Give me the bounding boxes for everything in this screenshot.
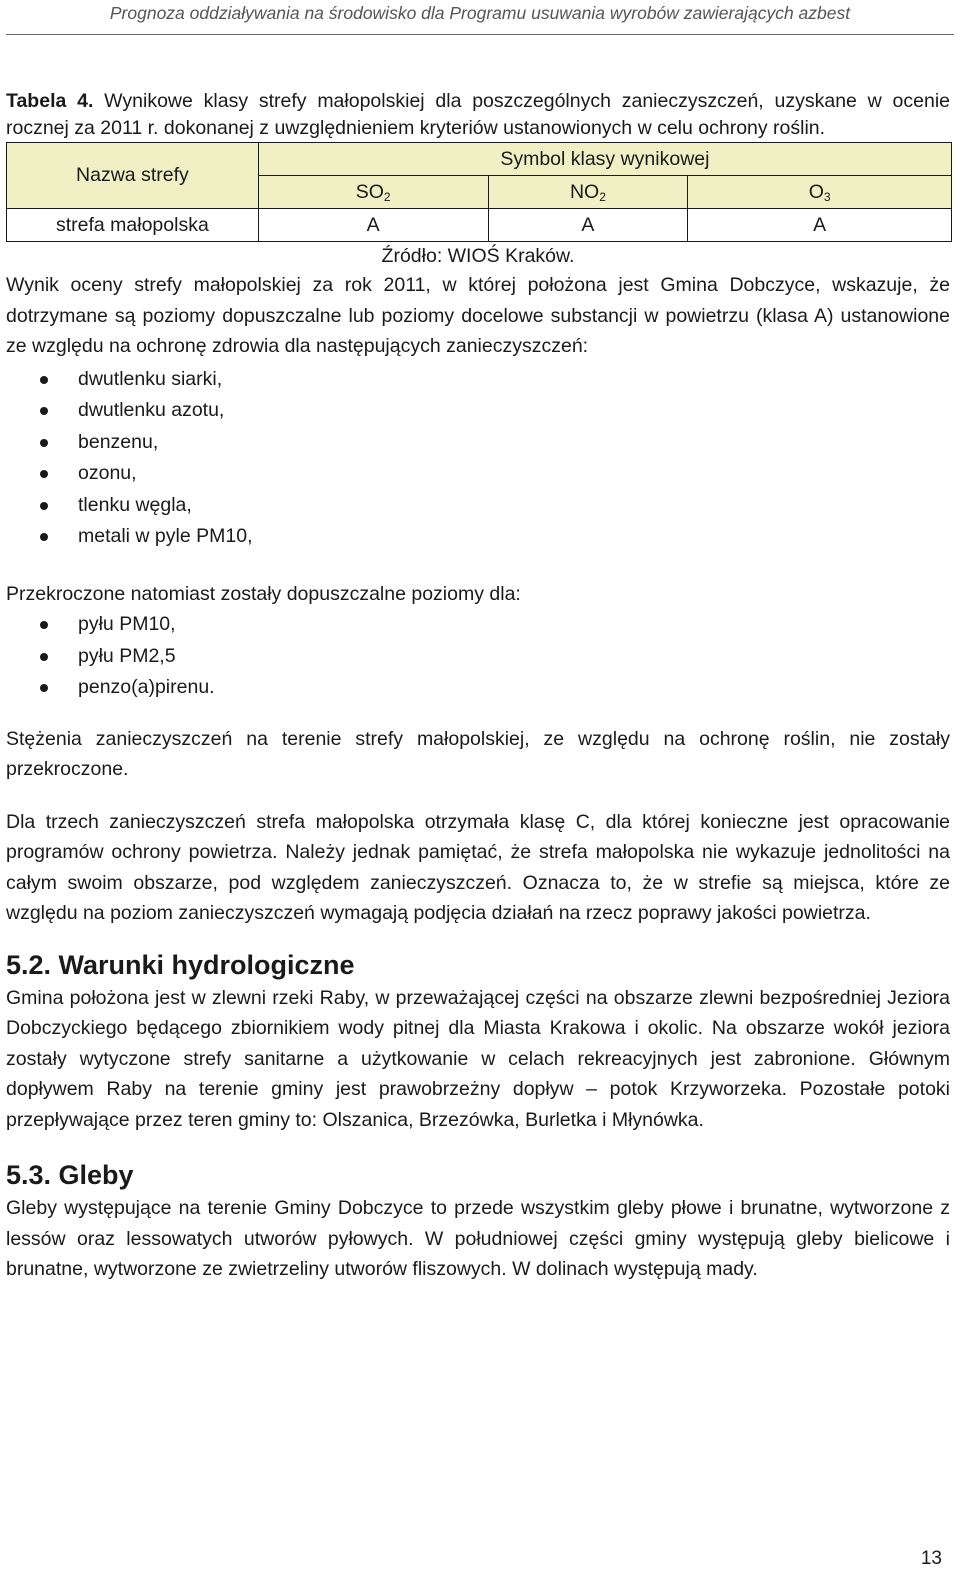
paragraph-plants: Stężenia zanieczyszczeń na terenie strefy małopolskiej, ze względu na ochronę roślin, nie zostały przekroczone.: [6, 727, 950, 780]
col-no2-header: $NO_2$: [488, 176, 688, 209]
page-header: [0, 0, 960, 34]
paragraph-class-c: Dla trzech zanieczyszczeń strefa małopolska otrzymała klasę C, dla której konieczne jest opracowanie programów ochrony powietrza. Należy jednak pamiętać, że strefa małopolska nie wykazuje jednolitości na całym swoim obszarze, pod względem zanieczyszczeń. Oznacza to, że w strefie są miejsca, które ze względu na poziom zanieczyszczeń wymagają podjęcia działań na rzecz poprawy jakości powietrza.: [6, 810, 950, 924]
table-source: Źródło: WIOŚ Kraków.: [381, 245, 575, 267]
list-item: benzenu,: [6, 427, 950, 459]
col-o3-header: $O_3$: [688, 176, 952, 209]
zone-name-cell: strefa małopolska: [7, 209, 259, 242]
col-so2-header: $SO_2$: [258, 176, 488, 209]
list-exceeded-pollutants: [6, 609, 950, 704]
section-heading-soils: 5.3. Gleby: [6, 1160, 134, 1190]
list-item: pyłu PM2,5: [6, 641, 950, 673]
page-number: 13: [920, 1548, 942, 1569]
header-title: Prognoza oddziaływania na środowisko dla Programu usuwania wyrobów zawierających azbest: [109, 3, 851, 23]
page-content: [6, 88, 950, 1285]
table-caption-text: Wynikowe klasy strefy małopolskiej dla poszczególnych zanieczyszczeń, uzyskane w ocenie rocznej za 2011 r. dokonanej z uwzględnieniem kryteriów ustanowionych w celu ochrony roślin.: [6, 90, 950, 139]
paragraph-hydrology: Gmina położona jest w zlewni rzeki Raby, w przeważającej części na obszarze zlewni bezpośredniej Jeziora Dobczyckiego będącego zbiornikiem wody pitnej dla Miasta Krakowa i okolic. Na obszarze wokół jeziora zostały wytyczone strefy sanitarne a użytkowanie w celach rekreacyjnych jest zabronione. Głównym dopływem Raby na terenie gminy jest prawobrzeżny dopływ – potok Krzyworzeka. Pozostałe potoki przepływające przez teren gminy to: Olszanica, Brzezówka, Burletka i Młynówka.: [6, 986, 950, 1131]
header-rule: [6, 34, 954, 35]
col-group-header: Symbol klasy wynikowej: [258, 143, 951, 176]
col-zone-header: Nazwa strefy: [7, 143, 259, 209]
table-row: [7, 209, 952, 242]
table-caption: [6, 88, 950, 142]
o3-class-cell: A: [688, 209, 952, 242]
paragraph-exceeded: Przekroczone natomiast zostały dopuszczalne poziomy dla:: [6, 582, 521, 605]
section-heading-hydrology: 5.2. Warunki hydrologiczne: [6, 949, 355, 980]
no2-class-cell: A: [488, 209, 688, 242]
table-caption-label: Tabela 4.: [6, 90, 94, 112]
paragraph-assessment: Wynik oceny strefy małopolskiej za rok 2011, w której położona jest Gmina Dobczyce, wskazuje, że dotrzymane są poziomy dopuszczalne lub poziomy docelowe substancji w powietrzu (klasa A) ustanowione ze względu na ochronę zdrowia dla następujących zanieczyszczeń:: [6, 274, 950, 357]
list-item: metali w pyle PM10,: [6, 521, 950, 553]
paragraph-soils: Gleby występujące na terenie Gminy Dobczyce to przede wszystkim gleby płowe i brunatne, wytworzone z lessów oraz lessowatych utworów pyłowych. W południowej części gminy występują gleby bielicowe i brunatne, wytworzone ze zwietrzeliny utworów fliszowych. W dolinach występują mady.: [6, 1197, 950, 1280]
list-item: pyłu PM10,: [6, 609, 950, 641]
list-item: ozonu,: [6, 458, 950, 490]
list-compliant-pollutants: [6, 364, 950, 553]
list-item: dwutlenku siarki,: [6, 364, 950, 396]
list-item: penzo(a)pirenu.: [6, 672, 950, 704]
so2-class-cell: A: [258, 209, 488, 242]
pollutant-class-table: [6, 142, 952, 242]
list-item: tlenku węgla,: [6, 490, 950, 522]
list-item: dwutlenku azotu,: [6, 395, 950, 427]
